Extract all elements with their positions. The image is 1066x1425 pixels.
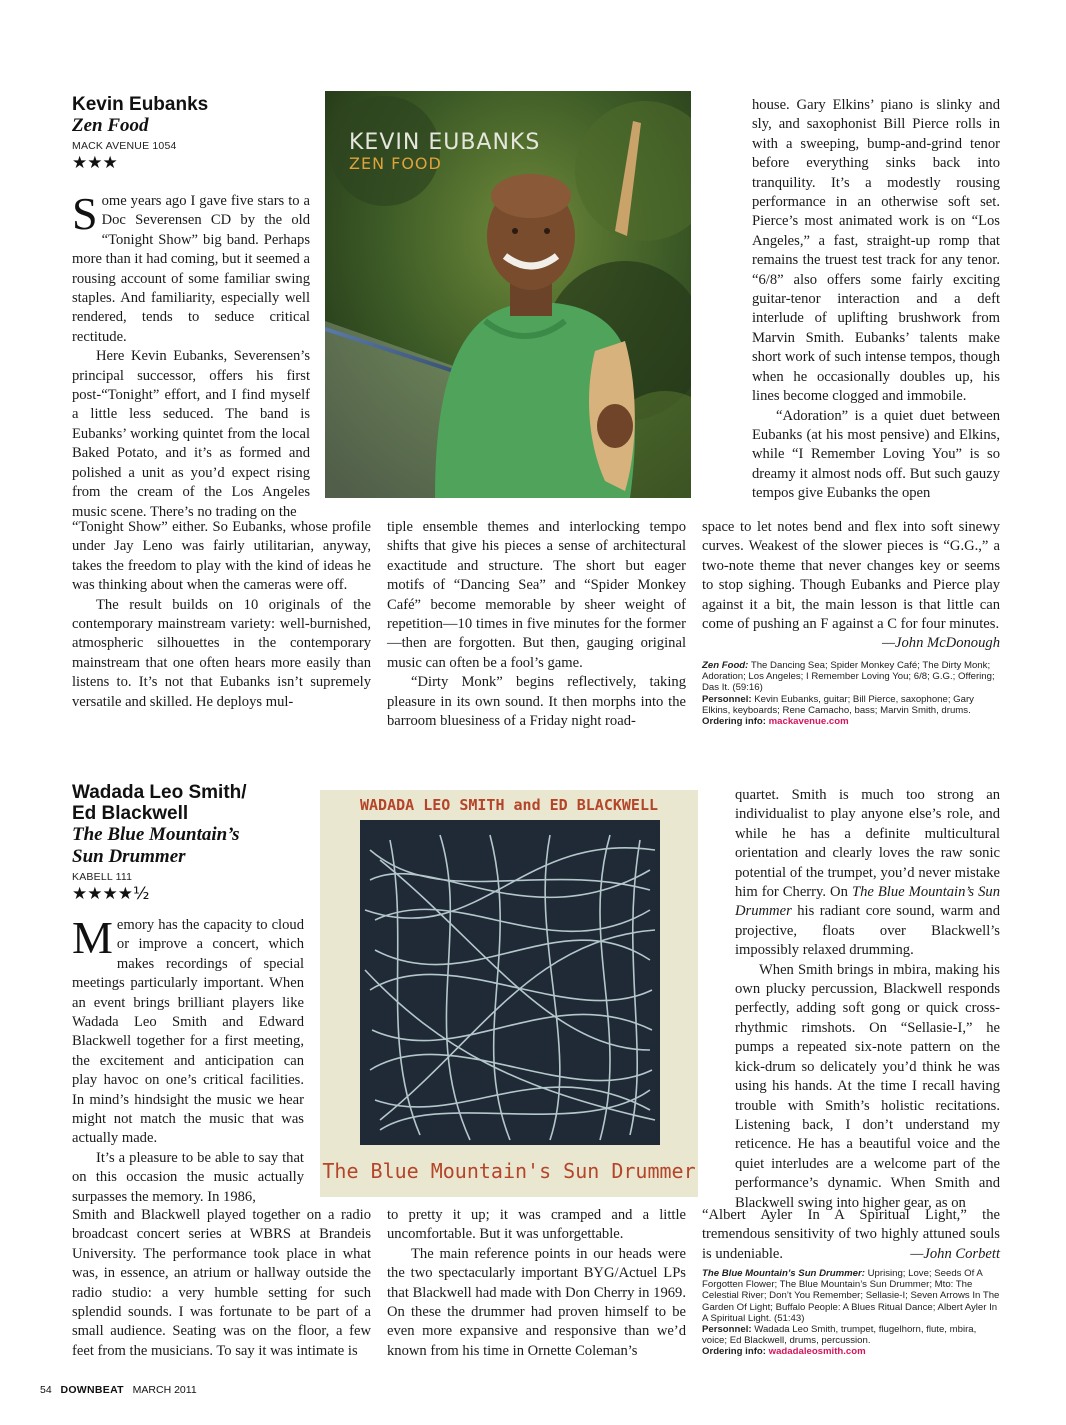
cover-art [320, 790, 698, 1197]
paragraph: The main reference points in our heads were the two spectacularly important BYG/Actuel LPs that Blackwell had made with Don Cherry in 1969. On these the drummer had proven himself to be even more expansive and responsive than we’d known from his time in Ornette Coleman’s [387, 1245, 686, 1359]
paragraph: Here Kevin Eubanks, Severensen’s principal successor, offers his first post-“Tonight” effort, and I find myself a little less seduced. The band is Eubanks’ working quintet from the local Baked Potato, and it’s as formed and polished a unit as you’d expect rising from the cream of the Los Angeles music scene. There’s no trading on the [72, 348, 310, 520]
cover-top-text: WADADA LEO SMITH and ED BLACKWELL [359, 796, 659, 814]
record-label: MACK AVENUE 1054 [72, 140, 177, 152]
cover-artist-text: KEVIN EUBANKS [349, 130, 541, 155]
review2-column2-bottom [387, 1206, 686, 1361]
record-label: KABELL 111 [72, 871, 133, 883]
album-title: Zen Food [72, 115, 149, 136]
issue-date: MARCH 2011 [132, 1384, 197, 1396]
ordering-label: Ordering info: [702, 1346, 766, 1358]
star-rating: ★★★ [72, 153, 118, 173]
magazine-name: DOWNBEAT [60, 1384, 124, 1396]
review1-column2-bottom [387, 518, 686, 731]
credits-title: The Blue Mountain’s Sun Drummer: [702, 1268, 865, 1279]
review2-column1-bottom [72, 1206, 371, 1361]
review1-column3 [752, 96, 1000, 504]
paragraph: “Adoration” is a quiet duet between Eubanks (at his most pensive) and Elkins, while “I Remember Loving You” is so dreamy it almost nods off. But such gauzy tempos give Eubanks the open [752, 407, 1000, 502]
review-wadada-leo-smith [0, 760, 1066, 1360]
review1-column3-bottom [702, 518, 1000, 654]
paragraph: “Dirty Monk” begins reflectively, taking pleasure in its own sound. It then morphs into the barroom bluesiness of a Friday night road- [387, 674, 686, 730]
personnel-label: Personnel: [702, 693, 752, 705]
byline: —John Corbett [910, 1245, 1000, 1262]
artist-name: Kevin Eubanks [72, 94, 209, 115]
paragraph: “Tonight Show” either. So Eubanks, whose profile under Jay Leno was fairly utilitarian, anyway, takes the freedom to play with the kind of ideas he was thinking about when the cameras were off. [72, 519, 371, 594]
paragraph: It’s a pleasure to be able to say that on this occasion the music actually surpasses the memory. In 1986, [72, 1149, 304, 1205]
paragraph: “Albert Ayler In A Spiritual Light,” the tremendous sensitivity of two highly attuned souls is undeniable. [702, 1207, 1000, 1262]
review2-column3-bottom [702, 1206, 1000, 1264]
cover-bottom-text: The Blue Mountain's Sun Drummer [322, 1159, 696, 1183]
paragraph: ome years ago I gave five stars to a Doc Severensen CD by the old “Tonight Show” big band. Perhaps more than it had coming, but it seemed a rousing account of some familiar swing staples. And familiarity, especially well rendered, tends to seduce critical rectitude. [72, 193, 310, 345]
review1-heading [72, 94, 312, 173]
artist-name: Wadada Leo Smith/ Ed Blackwell [72, 782, 247, 824]
personnel: Wadada Leo Smith, trumpet, flugelhorn, flute, mbira, voice; Ed Blackwell, drums, percussion. [702, 1324, 977, 1347]
track-list: Uprising; Love; Seeds Of A Forgotten Flower; The Blue Mountain’s Sun Drummer; Mto: The Celestial River; Don’t You Remember; Sellasie-I; Seven Arrows In The Garden Of Light; Buffalo People: A Blues Ritual Dance; Albert Ayler In A Spiritual Light. (51:43) [702, 1268, 1000, 1324]
review1-column1-bottom [72, 518, 371, 712]
cover-photo [325, 91, 691, 498]
paragraph: to pretty it up; it was cramped and a little uncomfortable. But it was unforgettable. [387, 1207, 686, 1243]
paragraph: house. Gary Elkins’ piano is slinky and sly, and saxophonist Bill Pierce rolls in with a sweeping, bump-and-grind tenor before everything sinks back into tranquility. It’s a modestly rousing performance in an otherwise soft set. Pierce’s most animated work is on “Los Angeles,” a fast, straight-up romp that remains the truest test track for any tenor. “6/8” also offers some fairly exciting guitar-tenor interaction and a deft interlude of uplifting brushwork from Marvin Smith. Eubanks’ talents make short work of such intense tempos, though when he occasionally doubles up, his lines become clogged and immobile. [752, 97, 1000, 405]
paragraph: tiple ensemble themes and interlocking tempo shifts that give his pieces a sense of architectural exactitude and structure. The short but eager motifs of “Dancing Sea” and “Spider Monkey Café” become memorable by sheer weight of repetition—10 times in five minutes for the former —then are forgotten. But then, gauging original music can often be a fool’s game. [387, 519, 686, 671]
star-rating: ★★★★½ [72, 884, 150, 904]
paragraph: space to let notes bend and flex into soft sinewy curves. Weakest of the slower pieces is “G.G.,” a two-note theme that never changes key or seems to stop sighing. Though Eubanks and Pierce play against it a bit, the main lesson is that little can come of pushing an F against a C for four minutes. [702, 519, 1000, 633]
review2-credits [702, 1268, 1000, 1358]
ordering-link[interactable]: mackavenue.com [768, 716, 849, 728]
review2-heading [72, 782, 312, 904]
paragraph: Smith and Blackwell played together on a radio broadcast concert series at WBRS at Brandeis University. The performance took place in what was, in essence, an atrium or hallway outside the radio studio: a very humble setting for such splendid sounds. I was fortunate to be part of a small audience. Seating was on the floor, a few feet from the musicians. To say it was intimate is [72, 1207, 371, 1359]
track-list: The Dancing Sea; Spider Monkey Café; The Dirty Monk; Adoration; Los Angeles; I Remember Loving You; 6/8; G.G.; Offering; Das It. (59:16) [702, 660, 995, 694]
ordering-label: Ordering info: [702, 716, 766, 728]
drop-cap: M [72, 912, 113, 963]
personnel-label: Personnel: [702, 1324, 752, 1336]
credits-title: Zen Food: [702, 660, 749, 671]
paragraph: The result builds on 10 originals of the contemporary mainstream variety: well-burnished, atmospheric silhouettes in the contemporary mainstream that one often hears more easily than listens to. It’s not that Eubanks isn’t supremely versatile and skilled. He deploys mul- [72, 596, 371, 710]
album-cover-blue-mountain [320, 790, 698, 1197]
page-footer [40, 1384, 197, 1396]
drop-cap: S [72, 188, 98, 239]
page-number: 54 [40, 1384, 52, 1396]
personnel: Kevin Eubanks, guitar; Bill Pierce, saxophone; Gary Elkins, keyboards; Rene Camacho, bass; Marvin Smith, drums. [702, 693, 974, 716]
review2-column1 [72, 912, 304, 1207]
byline: —John McDonough [882, 635, 1000, 652]
review1-column1 [72, 188, 310, 522]
cover-album-text: ZEN FOOD [349, 154, 442, 173]
paragraph: When Smith brings in mbira, making his own plucky percussion, Blackwell responds perfectly, adding soft gong or quick cross-rhythmic rimshots. On “Sellasie-I,” he pumps a repeated six-note pattern on the kick-drum so delicately you’d think he was using his hands. At the time I recall having trouble with Smith’s holistic recitations. Listening back, I don’t understand my reticence. He has a beautiful voice and the quiet interludes are a welcome part of the performance’s dynamic. When Smith and Blackwell swing into higher gear, as on [735, 961, 1000, 1211]
paragraph: emory has the capacity to cloud or improve a concert, which makes recordings of special meetings particularly important. When an event brings brilliant players like Wadada Leo Smith and Edward Blackwell together for a first meeting, the excitement and anticipation can play havoc on one’s critical facilities. In mind’s hindsight the music we hear might not match the music that was actually made. [72, 917, 304, 1147]
review2-column3: quartet. Smith is much too strong an individualist to play anyone else’s role, and while he has a definite multicultural orientation and clearly loves the raw sonic potential of the trumpet, you’d never mistake him for Cherry. On The Blue Mountain’s Sun Drummer his radiant core sound, warm and projective, floats over Blackwell’s impossibly relaxed drumming. When Smith brings in mbira, making his own plucky percussion, Blackwell responds perfectly, adding soft gong or quick cross-rhythmic rimshots. On “Sellasie-I,” he pumps a repeated six-note pattern on the kick-drum so delicately you’d think he was using his hands. At the time I recall having trouble with Smith’s holistic recitations. Listening back, I don’t understand my reticence. He has a beautiful voice and the quiet interludes are a welcome part of the performance’s dynamic. When Smith and Blackwell swing into higher gear, as on [735, 786, 1000, 1213]
album-cover-zen-food [325, 91, 691, 498]
ordering-link[interactable]: wadadaleosmith.com [768, 1346, 866, 1358]
review1-credits [702, 660, 1000, 727]
album-title: The Blue Mountain’s Sun Drummer [72, 824, 240, 867]
